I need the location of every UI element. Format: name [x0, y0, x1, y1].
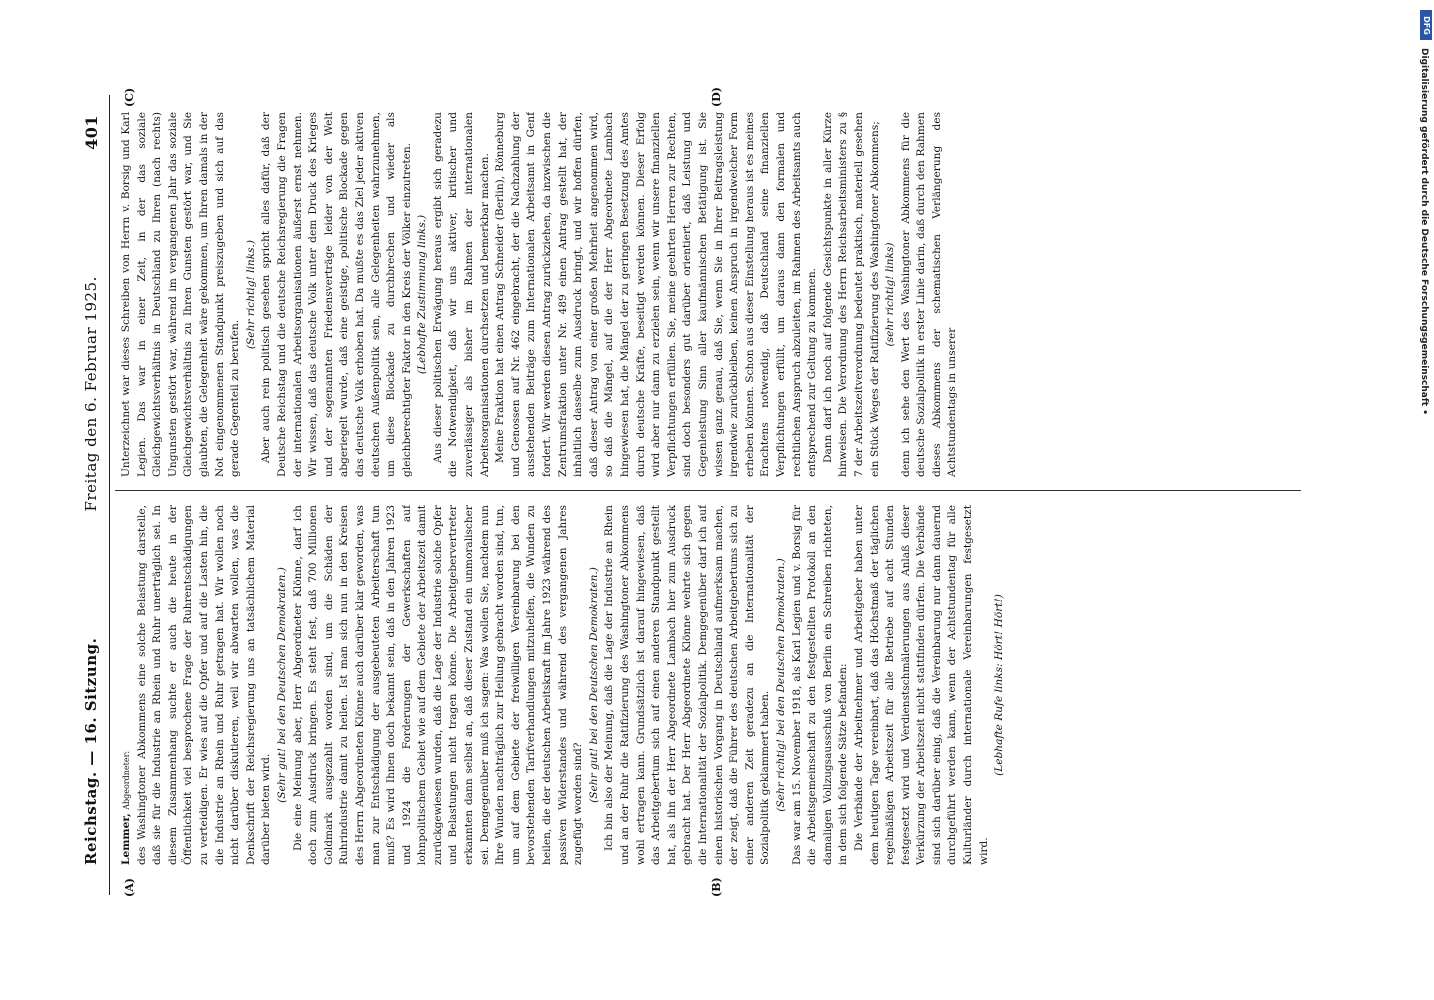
interjection: (Lebhafte Zustimmung links.)	[416, 214, 429, 375]
dfg-logo-text: DFG	[1421, 15, 1431, 35]
paragraph: denn ich sehe den Wert des Washingtoner Abkommens für die deutsche Sozialpolitik in erster Linie darin, daß durch den Rahmen dieses Abkommens der schematischen Verlängerung des Achtstundentags in unserer	[899, 112, 959, 477]
interjection: (Sehr gut! bei den Deutschen Demokraten.)	[275, 567, 288, 803]
session-date: Freitag den 6. Februar 1925.	[82, 276, 100, 512]
right-column	[119, 112, 1305, 477]
paragraph: Aus dieser politischen Erwägung heraus ergibt sich geradezu die Notwendigkeit, daß wir uns aktiver, kritischer und zuverlässiger als bisher im Rahmen der internationalen Arbeitsorganisationen durchsetzen und bemerkbar machen.	[431, 112, 491, 477]
paragraph: Unterzeichnet war dieses Schreiben von Herrn v. Borsig und Karl Legien. Das war in einer Zeit, in der das soziale Gleichgewichtsverhältnis in Deutschland zu Ihren (nach rechts) Ungunsten gestört war, während im vergangenen Jahr das soziale Gleichgewichtsverhältnis zu Ihren Gunsten gestört war, und Sie glaubten, die Gelegenheit wäre gekommen, um Ihren damals in der Not eingenommenen Standpunkt preiszugeben und sich auf das gerade Gegenteil zu berufen.	[120, 112, 242, 477]
rotated-page	[75, 85, 1315, 905]
margin-mark-a: (A)	[123, 878, 136, 897]
interjection: (sehr richtig! links)	[884, 242, 897, 347]
margin-mark-d: (D)	[710, 87, 723, 107]
speaker-line	[119, 505, 135, 865]
document-page	[75, 85, 1315, 905]
speaker-name: Lemmer,	[120, 813, 132, 865]
paragraph: Meine Fraktion hat einen Antrag Schneider (Berlin), Rönneburg und Genossen auf Nr. 462 eingebracht, der die Nachzahlung der ausstehenden Beiträge zum Internationalen Arbeitsamt in Genf fordert. Wir werden diesen Antrag zurückziehen, da inzwischen die Zentrumsfraktion unter Nr. 489 einen Antrag gestellt hat, der inhaltlich dasselbe zum Ausdruck bringt, und wir hoffen dürfen, daß dieser Antrag von einer großen Mehrheit angenommen wird, so daß die Mängel, auf die der Herr Abgeordnete Lambach hingewiesen hat, die Mängel der zu geringen Besetzung des Amtes durch deutsche Kräfte, beseitigt werden können. Dieser Erfolg wird aber nur dann zu erzielen sein, wenn wir unsere finanziellen Verpflichtungen erfüllen. Sie, meine geehrten Herren zur Rechten, sind doch besonders gut darüber orientiert, daß Leistung und Gegenleistung Sinn aller kaufmännischen Betätigung ist. Sie wissen ganz genau, daß Sie, wenn Sie in Ihrer Beitragsleistung irgendwie zurückbleiben, keinen Anspruch in irgendwelcher Form erheben können. Schon aus dieser Einstellung heraus ist es meines Erachtens notwendig, daß Deutschland seine finanziellen Verpflichtungen erfüllt, um daraus dann den formalen und rechtlichen Anspruch abzuleiten, im Rahmen des Arbeitsamts auch entsprechend zur Geltung zu kommen.	[494, 112, 819, 477]
column-divider	[115, 490, 1301, 491]
dfg-credit-text: Digitalisierung gefördert durch die Deutsche Forschungsgemeinschaft •	[1419, 48, 1429, 415]
interjection: (Sehr richtig! links.)	[244, 239, 257, 350]
quoted-paragraph: Die Verbände der Arbeitnehmer und Arbeitgeber haben unter dem heutigen Tage vereinbart, daß das Höchstmaß der täglichen regelmäßigen Arbeitszeit für alle Betriebe auf acht Stunden festgesetzt wird und Verdienstschmälerungen aus Anlaß dieser Verkürzung der Arbeitszeit nicht stattfinden dürfen. Die Verbände sind sich darüber einig, daß die Vereinbarung nur dann dauernd durchgeführt werden kann, wenn der Achtstundentag für alle Kulturländer durch internationale Vereinbarungen festgesetzt wird.	[852, 505, 990, 865]
interjection: (Sehr richtig! bei den Deutschen Demokraten.)	[774, 558, 787, 812]
header-rule	[109, 95, 110, 895]
paragraph: Die eine Meinung aber, Herr Abgeordneter Klönne, darf ich doch zum Ausdruck bringen. Es steht fest, daß 700 Millionen Goldmark ausgezahlt worden sind, um die Schäden der Ruhrindustrie damit zu heilen. Ist man sich nun in den Kreisen des Herrn Abgeordneten Klönne auch darüber klar geworden, was man zur Entschädigung der ausgebeuteten Arbeiterschaft tun muß? Es wird Ihnen doch bekannt sein, daß in den Jahren 1923 und 1924 die Forderungen der Gewerkschaften auf lohnpolitischem Gebiet wie auf dem Gebiete der Arbeitszeit damit zurückgewiesen wurden, daß die Lage der Industrie solche Opfer und Belastungen nicht tragen könne. Die Arbeitgebervertreter erkannten dann selbst an, daß dieser Zustand ein unmoralischer sei. Demgegenüber muß ich sagen: Was wollen Sie, nachdem nun Ihre Wunden nachträglich zur Heilung gebracht worden sind, tun, um auf dem Gebiete der freiwilligen Vereinbarung bei den bevorstehenden Tarifverhandlungen mitzuhelfen, die Wunden zu heilen, die der deutschen Arbeitskraft im Jahre 1923 während des passiven Widerstandes und während des vergangenen Jahres zugefügt worden sind?	[291, 505, 585, 865]
paragraph: Aber auch rein politisch gesehen spricht alles dafür, daß der Deutsche Reichstag und die deutsche Reichsregierung die Fragen der internationalen Arbeitsorganisationen äußerst ernst nehmen. Wir wissen, daß das deutsche Volk unter dem Druck des Krieges und der sogenannten Friedensverträge leider von der Welt abgeriegelt wurde, daß eine geistige, politische Blockade gegen das deutsche Volk erhoben hat. Da mußte es das Ziel jeder aktiven deutschen Außenpolitik sein, alle Gelegenheiten wahrzunehmen, um diese Blockade zu durchbrechen und wieder als gleichberechtigter Faktor in den Kreis der Völker einzutreten.	[260, 112, 413, 477]
speaker-role: Abgeordneter:	[122, 750, 131, 810]
page-header	[75, 115, 107, 865]
paragraph: Das war am 15. November 1918, als Karl Legien und v. Borsig für die Arbeitsgemeinschaft zu den festgestellten Protokoll an den damaligen Vollzugsausschuß von Berlin ein Schreiben richteten, in dem sich folgende Sätze befanden:	[790, 505, 850, 865]
margin-mark-c: (C)	[123, 87, 136, 107]
left-column	[119, 505, 1305, 865]
interjection: (Lebhafte Rufe links: Hört! Hört!)	[993, 594, 1006, 776]
paragraph: des Washingtoner Abkommens eine solche Belastung darstelle, daß sie für die Industrie an Rhein und Ruhr unerträglich sei. In diesem Zusammenhang suchte er auch die heute in der Öffentlichkeit viel besprochene Frage der Ruhrentschädigungen zu verteidigen. Er wies auf die Opfer und auf die Lasten hin, die die Industrie an Rhein und Ruhr getragen hat. Wir wollen noch nicht darüber diskutieren, weil wir abwarten wollen, was die Denkschrift der Reichsregierung uns an tatsächlichem Material darüber bieten wird.	[135, 505, 273, 865]
dfg-logo	[1420, 10, 1432, 40]
paragraph: Ich bin also der Meinung, daß die Lage der Industrie an Rhein und an der Ruhr die Ratifizierung des Washingtoner Abkommens wohl ertragen kann. Grundsätzlich ist darauf hingewiesen, daß das Arbeitgebertum sich auf einen anderen Standpunkt gestellt hat, als ihn der Herr Abgeordnete Lambach hier zum Ausdruck gebracht hat. Der Herr Abgeordnete Klönne wehrte sich gegen die Internationalität der Sozialpolitik. Demgegenüber darf ich auf einen historischen Vorgang in Deutschland aufmerksam machen, der zeigt, daß die Führer des deutschen Arbeitgebertums sich zu einer anderen Zeit geradezu an die Internationalität der Sozialpolitik geklammert haben.	[603, 505, 772, 865]
margin-mark-b: (B)	[710, 877, 723, 897]
dfg-credit-strip	[1418, 8, 1434, 415]
page-number: 401	[81, 115, 101, 150]
paragraph: Dann darf ich noch auf folgende Gesichtspunkte in aller Kürze hinweisen. Die Verordnung des Herrn Reichsarbeitsministers zu § 7 der Arbeitszeitverordnung bedeutet praktisch, materiell gesehen ein Stück Weges der Ratifizierung des Washingtoner Abkommens;	[821, 112, 881, 477]
interjection: (Sehr gut! bei den Deutschen Demokraten.)	[587, 567, 600, 803]
session-title: Reichstag. — 16. Sitzung.	[82, 637, 100, 865]
